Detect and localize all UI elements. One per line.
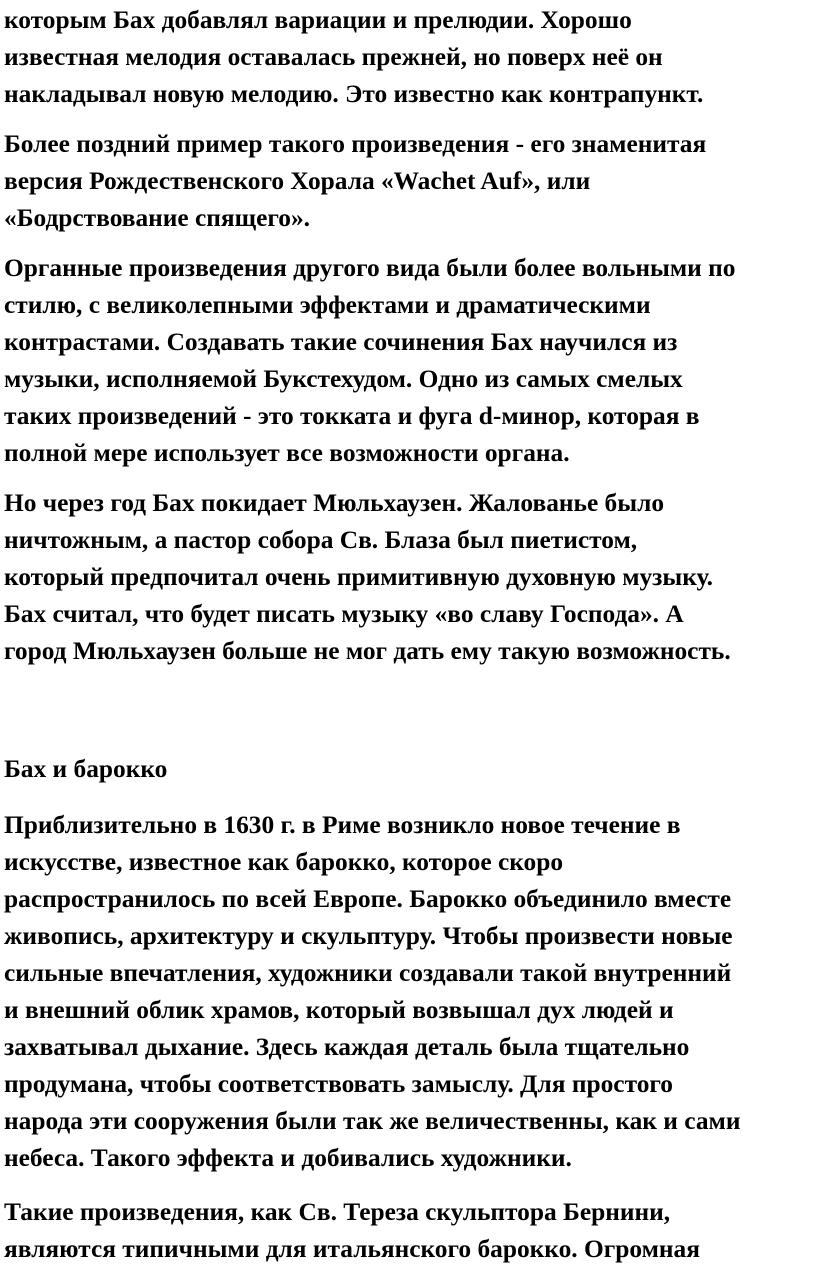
text-line: живопись, архитектуру и скульптуру. Чтобы произвести новые (4, 922, 733, 950)
text-line: полной мере использует все возможности органа. (4, 439, 570, 467)
paragraph-bernini (4, 1194, 810, 1268)
text-line: Приблизительно в 1630 г. в Риме возникло новое течение в (4, 811, 681, 839)
text-line: известная мелодия оставалась прежней, но поверх неё он (4, 43, 663, 71)
text-line: которым Бах добавлял вариации и прелюдии. Хорошо (4, 6, 632, 34)
text-line: контрастами. Создавать такие сочинения Бах научился из (4, 328, 678, 356)
paragraph-wachet-auf (4, 126, 810, 237)
section-title: Бах и барокко (4, 755, 168, 783)
text-line: накладывал новую мелодию. Это известно как контрапункт. (4, 80, 704, 108)
text-line: музыки, исполняемой Букстехудом. Одно из самых смелых (4, 365, 683, 393)
text-line: небеса. Такого эффекта и добивались художники. (4, 1144, 572, 1172)
paragraph-counterpoint (4, 2, 810, 113)
text-line: «Бодрствование спящего». (4, 204, 311, 232)
paragraph-leaving-muhlhausen (4, 485, 810, 670)
paragraph-baroque (4, 807, 810, 1177)
text-line: стилю, с великолепными эффектами и драматическими (4, 291, 651, 319)
text-line: Такие произведения, как Св. Тереза скульптора Бернини, (4, 1198, 671, 1226)
text-line: народа эти сооружения были так же величественны, как и сами (4, 1107, 741, 1135)
text-line: распространилось по всей Европе. Барокко объединило вместе (4, 885, 732, 913)
text-line: город Мюльхаузен больше не мог дать ему такую возможность. (4, 637, 731, 665)
text-line: Более поздний пример такого произведения - его знаменитая (4, 130, 707, 158)
text-line: продумана, чтобы соответствовать замыслу. Для простого (4, 1070, 673, 1098)
paragraph-organ-works (4, 250, 810, 472)
text-line: ничтожным, а пастор собора Св. Блаза был пиетистом, (4, 526, 638, 554)
text-line: таких произведений - это токката и фуга d-минор, которая в (4, 402, 700, 430)
text-line: искусстве, известное как барокко, которое скоро (4, 848, 564, 876)
text-line: который предпочитал очень примитивную духовную музыку. (4, 563, 713, 591)
text-line: Органные произведения другого вида были более вольными по (4, 254, 736, 282)
text-line: Но через год Бах покидает Мюльхаузен. Жалованье было (4, 489, 665, 517)
text-line: и внешний облик храмов, который возвышал дух людей и (4, 996, 674, 1024)
text-line: являются типичными для итальянского барокко. Огромная (4, 1235, 700, 1263)
section-heading (4, 751, 810, 788)
text-line: сильные впечатления, художники создавали такой внутренний (4, 959, 732, 987)
text-line: Бах считал, что будет писать музыку «во славу Господа». А (4, 600, 684, 628)
text-line: захватывал дыхание. Здесь каждая деталь была тщательно (4, 1033, 690, 1061)
text-line: версия Рождественского Хорала «Wachet Auf», или (4, 167, 591, 195)
